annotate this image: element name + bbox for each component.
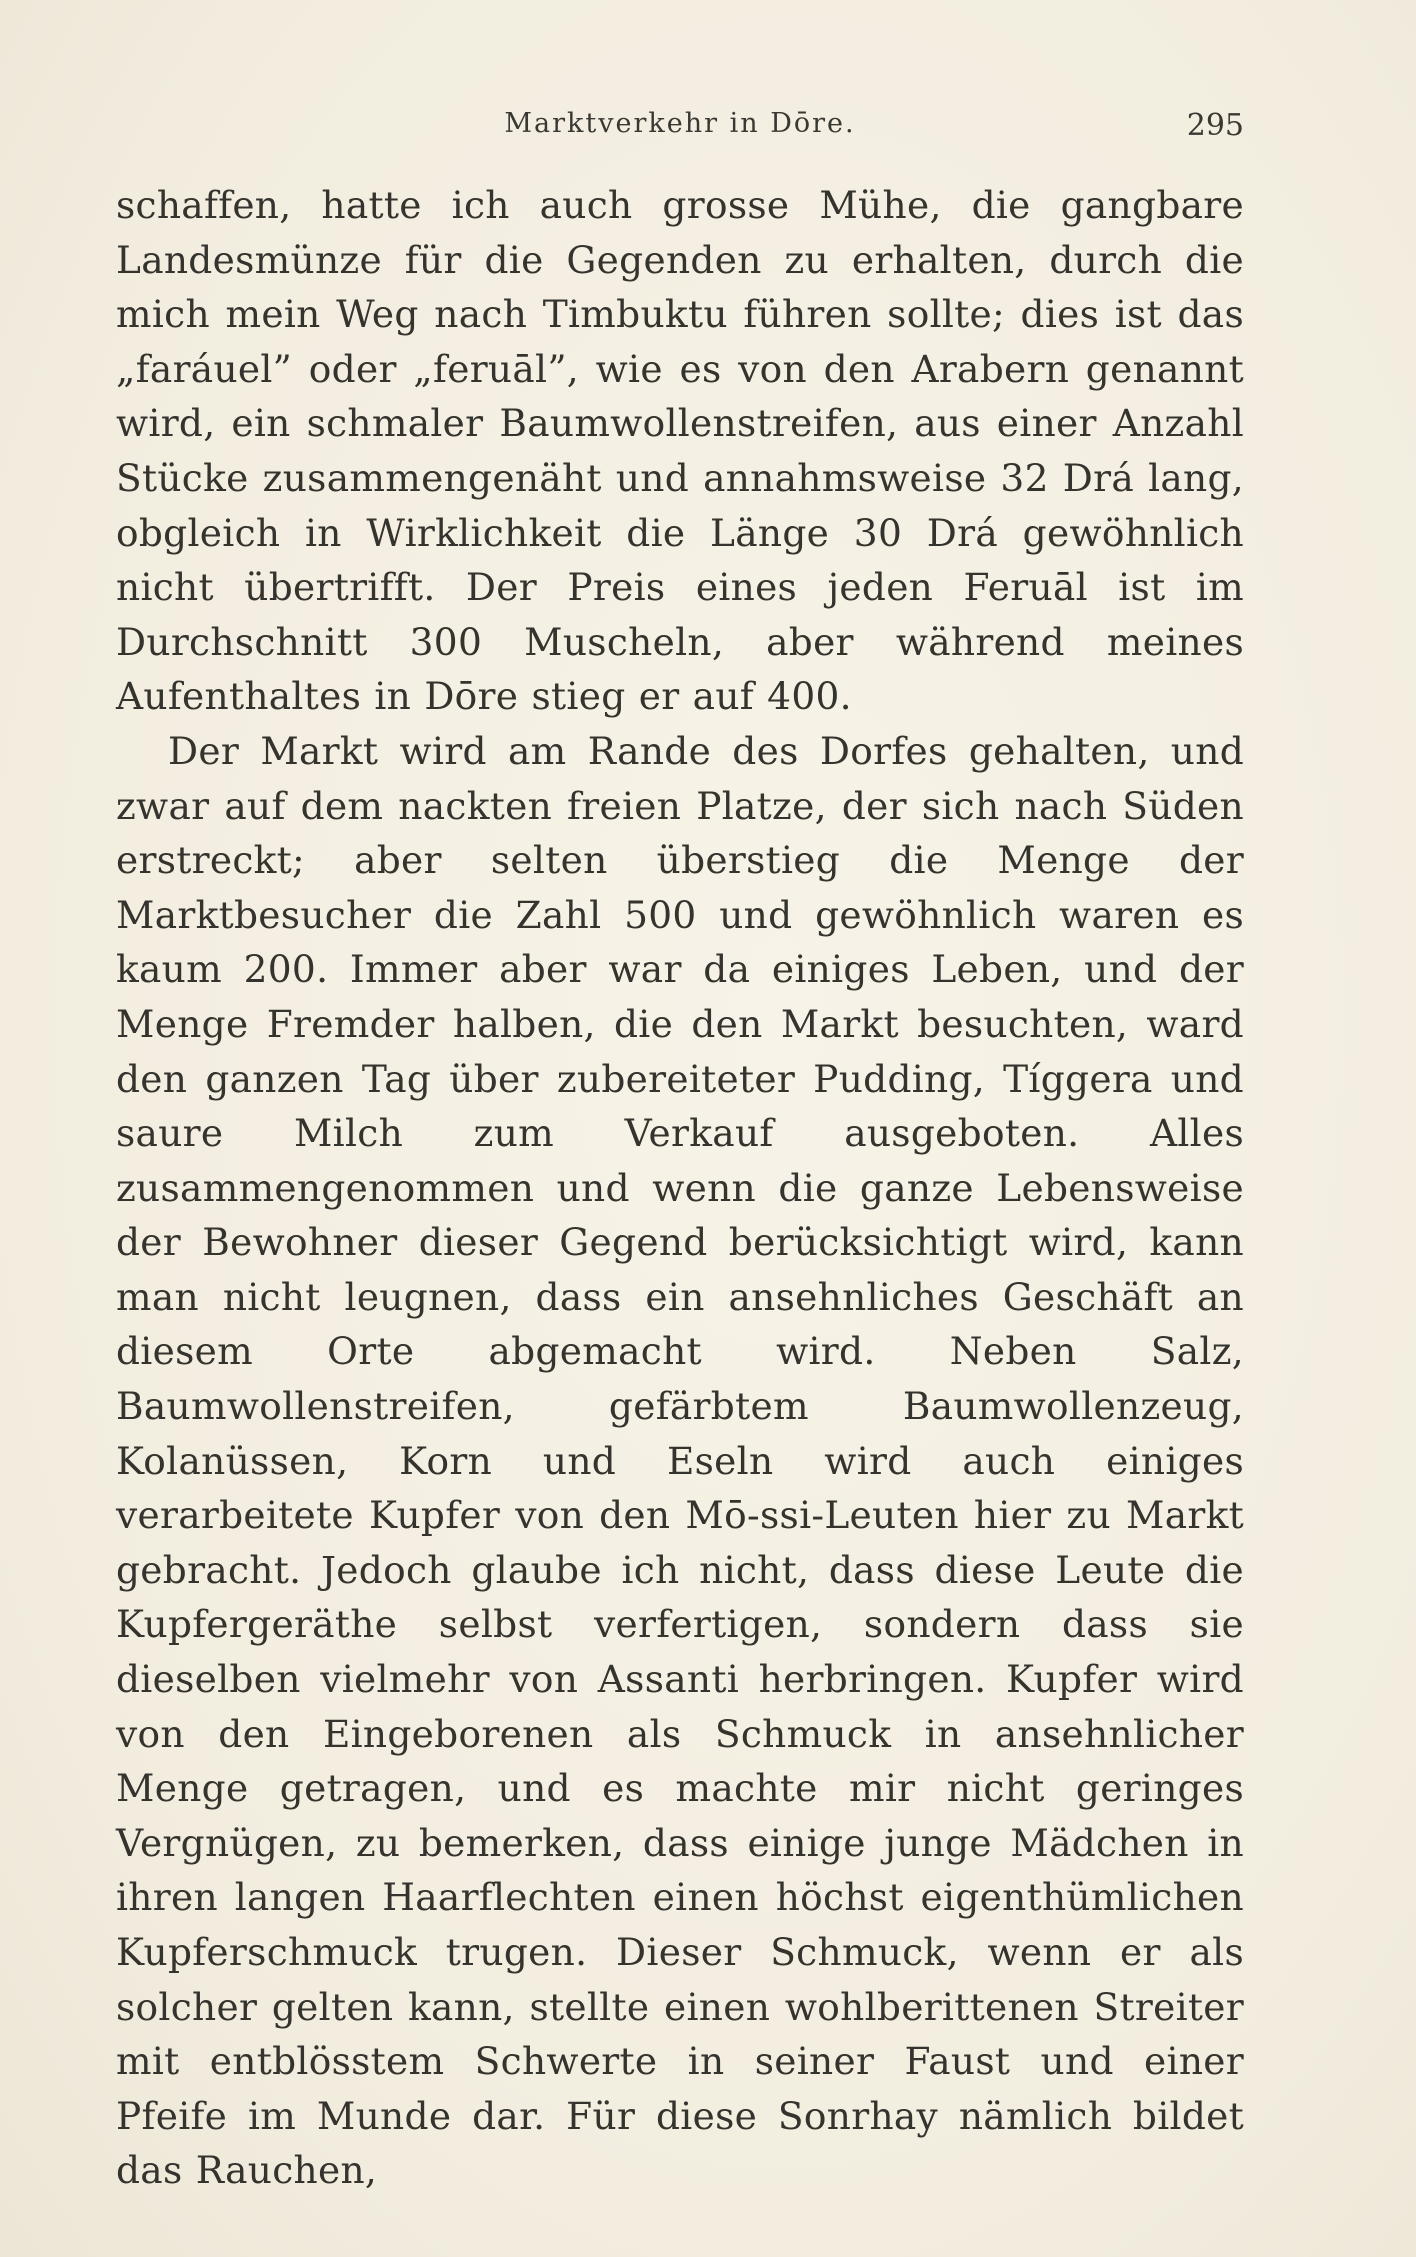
- body-text: [116, 178, 1244, 2198]
- paragraph-continuation: schaffen, hatte ich auch grosse Mühe, die gangbare Landesmünze für die Gegenden zu erhalten, durch die mich mein Weg nach Timbuktu führen sollte; dies ist das „faráuel” oder „feruāl”, wie es von den Arabern genannt wird, ein schmaler Baumwollenstreifen, aus einer Anzahl Stücke zusammengenäht und annahmsweise 32 Drá lang, obgleich in Wirklichkeit die Länge 30 Drá gewöhnlich nicht übertrifft. Der Preis eines jeden Feruāl ist im Durchschnitt 300 Muscheln, aber während meines Aufenthaltes in Dōre stieg er auf 400.: [116, 183, 1244, 719]
- page-header: [116, 108, 1244, 148]
- paragraph-market: Der Markt wird am Rande des Dorfes gehalten, und zwar auf dem nackten freien Platze, der sich nach Süden erstreckt; aber selten überstieg die Menge der Marktbesucher die Zahl 500 und gewöhnlich waren es kaum 200. Immer aber war da einiges Leben, und der Menge Fremder halben, die den Markt besuchten, ward den ganzen Tag über zubereiteter Pudding, Tíggera und saure Milch zum Verkauf ausgeboten. Alles zusammengenommen und wenn die ganze Lebensweise der Bewohner dieser Gegend berücksichtigt wird, kann man nicht leugnen, dass ein ansehnliches Geschäft an diesem Orte abgemacht wird. Neben Salz, Baumwollenstreifen, gefärbtem Baumwollenzeug, Kolanüssen, Korn und Eseln wird auch einiges verarbeitete Kupfer von den Mō-ssi-Leuten hier zu Markt gebracht. Jedoch glaube ich nicht, dass diese Leute die Kupfergeräthe selbst verfertigen, sondern dass sie dieselben vielmehr von Assanti herbringen. Kupfer wird von den Eingeborenen als Schmuck in ansehnlicher Menge getragen, und es machte mir nicht geringes Vergnügen, zu bemerken, dass einige junge Mädchen in ihren langen Haarflechten einen höchst eigenthümlichen Kupferschmuck trugen. Dieser Schmuck, wenn er als solcher gelten kann, stellte einen wohlberittenen Streiter mit entblösstem Schwerte in seiner Faust und einer Pfeife im Munde dar. Für diese Sonrhay nämlich bildet das Rauchen,: [116, 728, 1244, 2193]
- running-head: Marktverkehr in Dōre.: [504, 108, 856, 139]
- page-number: 295: [1186, 108, 1244, 143]
